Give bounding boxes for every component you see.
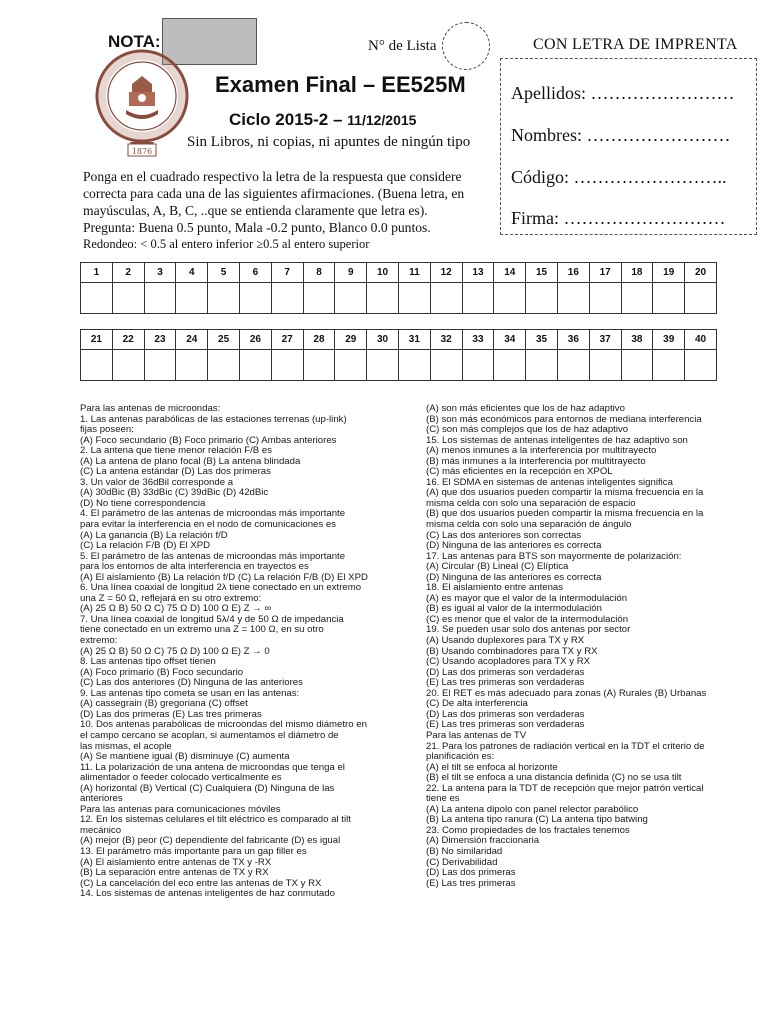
no-books-notice: Sin Libros, ni copias, ni apuntes de ningún tipo: [187, 134, 471, 150]
answer-cell[interactable]: [494, 283, 526, 314]
question-line: (B) más inmunes a la interferencia por multitrayecto: [426, 456, 646, 467]
question-line: (A) Foco secundario (B) Foco primario (C) Ambas anteriores: [80, 435, 337, 446]
question-line: (E) Las tres primeras: [426, 878, 516, 889]
question-line: 20. El RET es más adecuado para zonas (A) Rurales (B) Urbanas: [426, 688, 707, 699]
question-line: 5. El parámetro de las antenas de microondas más importante: [80, 551, 346, 562]
question-line: (C) es menor que el valor de la intermodulación: [426, 614, 629, 625]
question-number-cell: 19: [653, 263, 685, 283]
question-line: (C) La relación F/B (D) El XPD: [80, 541, 211, 552]
answer-cell[interactable]: [112, 350, 144, 381]
question-number-cell: 18: [621, 263, 653, 283]
instruction-line: correcta para cada una de las siguientes afirmaciones. (Buena letra, en: [83, 186, 465, 201]
question-line: 17. Las antenas para BTS son mayormente de polarización:: [426, 551, 682, 562]
question-number-cell: 27: [271, 330, 303, 350]
answer-cell[interactable]: [144, 350, 176, 381]
question-number-cell: 5: [208, 263, 240, 283]
answer-cell[interactable]: [208, 350, 240, 381]
question-number-cell: 39: [653, 330, 685, 350]
answer-cell[interactable]: [621, 350, 653, 381]
question-number-cell: 20: [685, 263, 717, 283]
question-line: 22. La antena para la TDT de recepción que mejor patrón vertical: [426, 783, 704, 794]
question-number-cell: 38: [621, 330, 653, 350]
question-line: (D) Las dos primeras son verdaderas: [426, 667, 585, 678]
answer-cell[interactable]: [335, 283, 367, 314]
question-line: tiene es: [426, 794, 460, 805]
question-number-cell: 17: [589, 263, 621, 283]
question-number-cell: 31: [398, 330, 430, 350]
question-line: (A) 30dBic (B) 33dBic (C) 39dBic (D) 42dBic: [80, 488, 269, 499]
answer-cell[interactable]: [526, 283, 558, 314]
student-info-box: [500, 58, 757, 235]
question-line: 11. La polarización de una antena de microondas que tenga el: [80, 762, 345, 773]
instruction-line: mayúsculas, A, B, C, ..que se entienda claramente que letra es).: [83, 203, 428, 218]
answer-cell[interactable]: [176, 350, 208, 381]
question-line: (B) La separación entre antenas de TX y RX: [80, 868, 269, 879]
question-line: (A) son más eficientes que los de haz adaptivo: [426, 404, 625, 414]
question-line: 19. Se pueden usar solo dos antenas por sector: [426, 625, 631, 636]
answer-cell[interactable]: [176, 283, 208, 314]
answer-cell[interactable]: [398, 283, 430, 314]
question-line: (A) menos inmunes a la interferencia por multitrayecto: [426, 446, 657, 457]
question-number-cell: 12: [430, 263, 462, 283]
question-line: (A) La ganancia (B) La relación f/D: [80, 530, 228, 541]
answer-cell[interactable]: [303, 283, 335, 314]
question-number-cell: 35: [526, 330, 558, 350]
question-line: (B) Usando combinadores para TX y RX: [426, 646, 598, 657]
answer-cell[interactable]: [430, 350, 462, 381]
question-line: 7. Una línea coaxial de longitud 5λ/4 y de 50 Ω de impedancia: [80, 614, 344, 625]
answer-cell[interactable]: [335, 350, 367, 381]
question-line: 15. Los sistemas de antenas inteligentes de haz adaptivo son: [426, 435, 688, 446]
question-line: 13. El parámetro más importante para un gap filler es: [80, 846, 307, 857]
answer-cell[interactable]: [653, 283, 685, 314]
question-line: (D) Las dos primeras: [426, 868, 516, 879]
question-line: las mismas, el acople: [80, 741, 172, 752]
question-line: 10. Dos antenas parabólicas de microondas del mismo diámetro en: [80, 720, 367, 731]
question-number-cell: 14: [494, 263, 526, 283]
question-number-cell: 29: [335, 330, 367, 350]
answer-cell[interactable]: [367, 283, 399, 314]
question-line: el campo cercano se acoplan, si aumentamos el diámetro de: [80, 730, 339, 741]
answer-grid-21-40: [80, 329, 717, 381]
question-number-cell: 21: [81, 330, 113, 350]
question-number-cell: 33: [462, 330, 494, 350]
question-line: (E) Las tres primeras son verdaderas: [426, 720, 585, 731]
question-number-cell: 8: [303, 263, 335, 283]
question-line: (A) La antena de plano focal (B) La antena blindada: [80, 456, 301, 467]
question-number-cell: 28: [303, 330, 335, 350]
question-number-cell: 23: [144, 330, 176, 350]
question-number-cell: 3: [144, 263, 176, 283]
question-number-cell: 32: [430, 330, 462, 350]
question-line: (C) La antena estándar (D) Las dos primeras: [80, 467, 271, 478]
question-line: (C) La cancelación del eco entre las antenas de TX y RX: [80, 878, 322, 889]
question-line: 8. Las antenas tipo offset tienen: [80, 657, 216, 668]
exam-date: 11/12/2015: [347, 112, 417, 128]
question-line: misma celda con solo una separación de ángulo: [426, 520, 632, 531]
codigo-field[interactable]: Código: ……………………..: [511, 167, 727, 187]
questions-right-column: [426, 404, 756, 889]
question-line: 9. Las antenas tipo cometa se usan en las antenas:: [80, 688, 300, 699]
question-number-cell: 34: [494, 330, 526, 350]
question-line: (A) El aislamiento (B) La relación f/D (C) La relación F/B (D) El XPD: [80, 572, 368, 583]
question-line: (B) es igual al valor de la intermodulación: [426, 604, 602, 615]
question-line: (A) Foco primario (B) Foco secundario: [80, 667, 244, 678]
question-line: 1. Las antenas parabólicas de las estaciones terrenas (up-link): [80, 414, 347, 425]
answer-cell[interactable]: [589, 350, 621, 381]
question-line: (C) De alta interferencia: [426, 699, 528, 710]
question-line: misma celda con solo una separación de espacio: [426, 498, 636, 509]
question-number-cell: 24: [176, 330, 208, 350]
nota-label: NOTA:: [108, 32, 161, 51]
question-line: 4. El parámetro de las antenas de microondas más importante: [80, 509, 346, 520]
imprenta-label: CON LETRA DE IMPRENTA: [533, 36, 738, 53]
instruction-line: Pregunta: Buena 0.5 punto, Mala -0.2 punto, Blanco 0.0 puntos.: [83, 220, 431, 235]
question-number-cell: 6: [239, 263, 271, 283]
answer-cell[interactable]: [239, 350, 271, 381]
question-line: fijas poseen:: [80, 425, 134, 436]
question-line: (A) Se mantiene igual (B) disminuye (C) aumenta: [80, 752, 290, 763]
question-line: para los entornos de alta interferencia en trayectos es: [80, 562, 309, 573]
answer-cell[interactable]: [112, 283, 144, 314]
answer-cell[interactable]: [208, 283, 240, 314]
question-line: (A) mejor (B) peor (C) dependiente del fabricante (D) es igual: [80, 836, 341, 847]
answer-cell[interactable]: [462, 283, 494, 314]
firma-field[interactable]: Firma: ………………………: [511, 208, 726, 228]
question-line: (C) Las dos anteriores son correctas: [426, 530, 582, 541]
answer-cell[interactable]: [685, 283, 717, 314]
question-line: 18. El aislamiento entre antenas: [426, 583, 564, 594]
answer-cell[interactable]: [239, 283, 271, 314]
question-line: Para las antenas para comunicaciones móviles: [80, 804, 281, 815]
logo-year: 1876: [131, 147, 153, 156]
question-line: (D) Las dos primeras (E) Las tres primeras: [80, 709, 262, 720]
question-line: (B) que dos usuarios pueden compartir la misma frecuencia en la: [426, 509, 704, 520]
answer-cell[interactable]: [430, 283, 462, 314]
question-number-cell: 40: [685, 330, 717, 350]
question-number-cell: 22: [112, 330, 144, 350]
question-line: 6. Una línea coaxial de longitud 2λ tiene conectado en un extremo: [80, 583, 362, 594]
question-line: (C) Usando acopladores para TX y RX: [426, 657, 591, 668]
lista-label: N° de Lista: [368, 38, 437, 54]
ciclo-text: Ciclo 2015-2 –: [229, 110, 343, 129]
question-line: (A) Circular (B) Lineal (C) Elíptica: [426, 562, 569, 573]
question-line: (C) más eficientes en la recepción en XPOL: [426, 467, 613, 478]
question-line: (D) No tiene correspondencia: [80, 498, 206, 509]
answer-cell[interactable]: [144, 283, 176, 314]
question-number-cell: 13: [462, 263, 494, 283]
question-line: (A) La antena dipolo con panel relector parabólico: [426, 804, 639, 815]
question-line: (B) No similaridad: [426, 846, 503, 857]
question-line: (A) horizontal (B) Vertical (C) Cualquiera (D) Ninguna de las: [80, 783, 335, 794]
question-line: (A) es mayor que el valor de la intermodulación: [426, 593, 628, 604]
answer-grid-1-20: [80, 262, 717, 314]
question-line: anteriores: [80, 794, 123, 805]
question-number-cell: 9: [335, 263, 367, 283]
question-line: (A) que dos usuarios pueden compartir la misma frecuencia en la: [426, 488, 704, 499]
answer-cell[interactable]: [367, 350, 399, 381]
question-line: (A) Dimensión fraccionaria: [426, 836, 540, 847]
question-line: para evitar la interferencia en el nodo de comunicaciones es: [80, 520, 336, 531]
question-line: 14. Los sistemas de antenas inteligentes de haz conmutado: [80, 889, 335, 900]
question-line: 2. La antena que tiene menor relación F/B es: [80, 446, 272, 457]
question-line: (A) 25 Ω B) 50 Ω C) 75 Ω D) 100 Ω E) Z → 0: [80, 646, 270, 657]
instructions: [83, 168, 493, 253]
answer-cell[interactable]: [271, 283, 303, 314]
questions-left-column: [80, 404, 410, 900]
question-line: (A) El aislamiento entre antenas de TX y -RX: [80, 857, 272, 868]
question-number-cell: 36: [557, 330, 589, 350]
answer-cell[interactable]: [81, 283, 113, 314]
answer-cell[interactable]: [621, 283, 653, 314]
question-line: (B) son más económicos para entornos de mediana interferencia: [426, 414, 702, 425]
answer-cell[interactable]: [557, 350, 589, 381]
question-line: (C) Las dos anteriores (D) Ninguna de las anteriores: [80, 678, 303, 689]
answer-cell[interactable]: [589, 283, 621, 314]
answer-cell[interactable]: [653, 350, 685, 381]
question-number-cell: 16: [557, 263, 589, 283]
question-line: mecánico: [80, 825, 122, 836]
question-number-cell: 25: [208, 330, 240, 350]
question-line: (A) el tilt se enfoca al horizonte: [426, 762, 558, 773]
question-line: 3. Un valor de 36dBil corresponde a: [80, 477, 234, 488]
question-number-cell: 2: [112, 263, 144, 283]
question-line: una Z = 50 Ω, reflejará en su otro extremo:: [80, 593, 262, 604]
question-line: (C) Derivabilidad: [426, 857, 498, 868]
question-line: (D) Ninguna de las anteriores es correcta: [426, 541, 602, 552]
question-line: Para las antenas de TV: [426, 730, 527, 741]
answer-cell[interactable]: [462, 350, 494, 381]
answer-cell[interactable]: [271, 350, 303, 381]
question-line: (B) La antena tipo ranura (C) La antena tipo batwing: [426, 815, 648, 826]
question-line: (A) Usando duplexores para TX y RX: [426, 636, 585, 647]
question-line: tiene conectado en un extremo una Z = 100 Ω, en su otro: [80, 625, 324, 636]
question-number-cell: 4: [176, 263, 208, 283]
question-line: (C) son más complejos que los de haz adaptivo: [426, 425, 629, 436]
question-line: 12. En los sistemas celulares el tilt eléctrico es comparado al tilt: [80, 815, 351, 826]
question-number-cell: 1: [81, 263, 113, 283]
question-line: 23. Como propiedades de los fractales tenemos: [426, 825, 630, 836]
question-number-cell: 37: [589, 330, 621, 350]
question-line: 16. El SDMA en sistemas de antenas inteligentes significa: [426, 477, 673, 488]
question-number-cell: 30: [367, 330, 399, 350]
answer-cell[interactable]: [526, 350, 558, 381]
answer-cell[interactable]: [685, 350, 717, 381]
list-number-circle: [442, 22, 490, 70]
answer-cell[interactable]: [303, 350, 335, 381]
question-line: 21. Para los patrones de radiación vertical en la TDT el criterio de: [426, 741, 705, 752]
question-line: (D) Las dos primeras son verdaderas: [426, 709, 585, 720]
answer-cell[interactable]: [398, 350, 430, 381]
university-seal-logo: [92, 46, 192, 162]
question-line: (D) Ninguna de las anteriores es correcta: [426, 572, 602, 583]
question-line: extremo:: [80, 636, 118, 647]
question-line: (E) Las tres primeras son verdaderas: [426, 678, 585, 689]
question-number-cell: 11: [398, 263, 430, 283]
rounding-rule: Redondeo: < 0.5 al entero inferior ≥0.5 al entero superior: [83, 237, 370, 251]
question-line: Para las antenas de microondas:: [80, 404, 221, 414]
answer-cell[interactable]: [81, 350, 113, 381]
question-line: alimentador o feeder colocado verticalmente es: [80, 773, 282, 784]
question-number-cell: 15: [526, 263, 558, 283]
question-number-cell: 7: [271, 263, 303, 283]
question-number-cell: 26: [239, 330, 271, 350]
instruction-line: Ponga en el cuadrado respectivo la letra de la respuesta que considere: [83, 169, 462, 184]
ciclo-line: [229, 110, 416, 130]
apellidos-field[interactable]: Apellidos: ……………………: [511, 83, 735, 103]
question-line: (A) 25 Ω B) 50 Ω C) 75 Ω D) 100 Ω E) Z → ∞: [80, 604, 272, 615]
question-line: planificación es:: [426, 752, 495, 763]
answer-cell[interactable]: [557, 283, 589, 314]
question-line: (A) cassegrain (B) gregoriana (C) offset: [80, 699, 248, 710]
question-line: (B) el tilt se enfoca a una distancia definida (C) no se usa tilt: [426, 773, 682, 784]
question-number-cell: 10: [367, 263, 399, 283]
answer-cell[interactable]: [494, 350, 526, 381]
nombres-field[interactable]: Nombres: ……………………: [511, 125, 731, 145]
exam-title: Examen Final – EE525M: [215, 72, 466, 97]
